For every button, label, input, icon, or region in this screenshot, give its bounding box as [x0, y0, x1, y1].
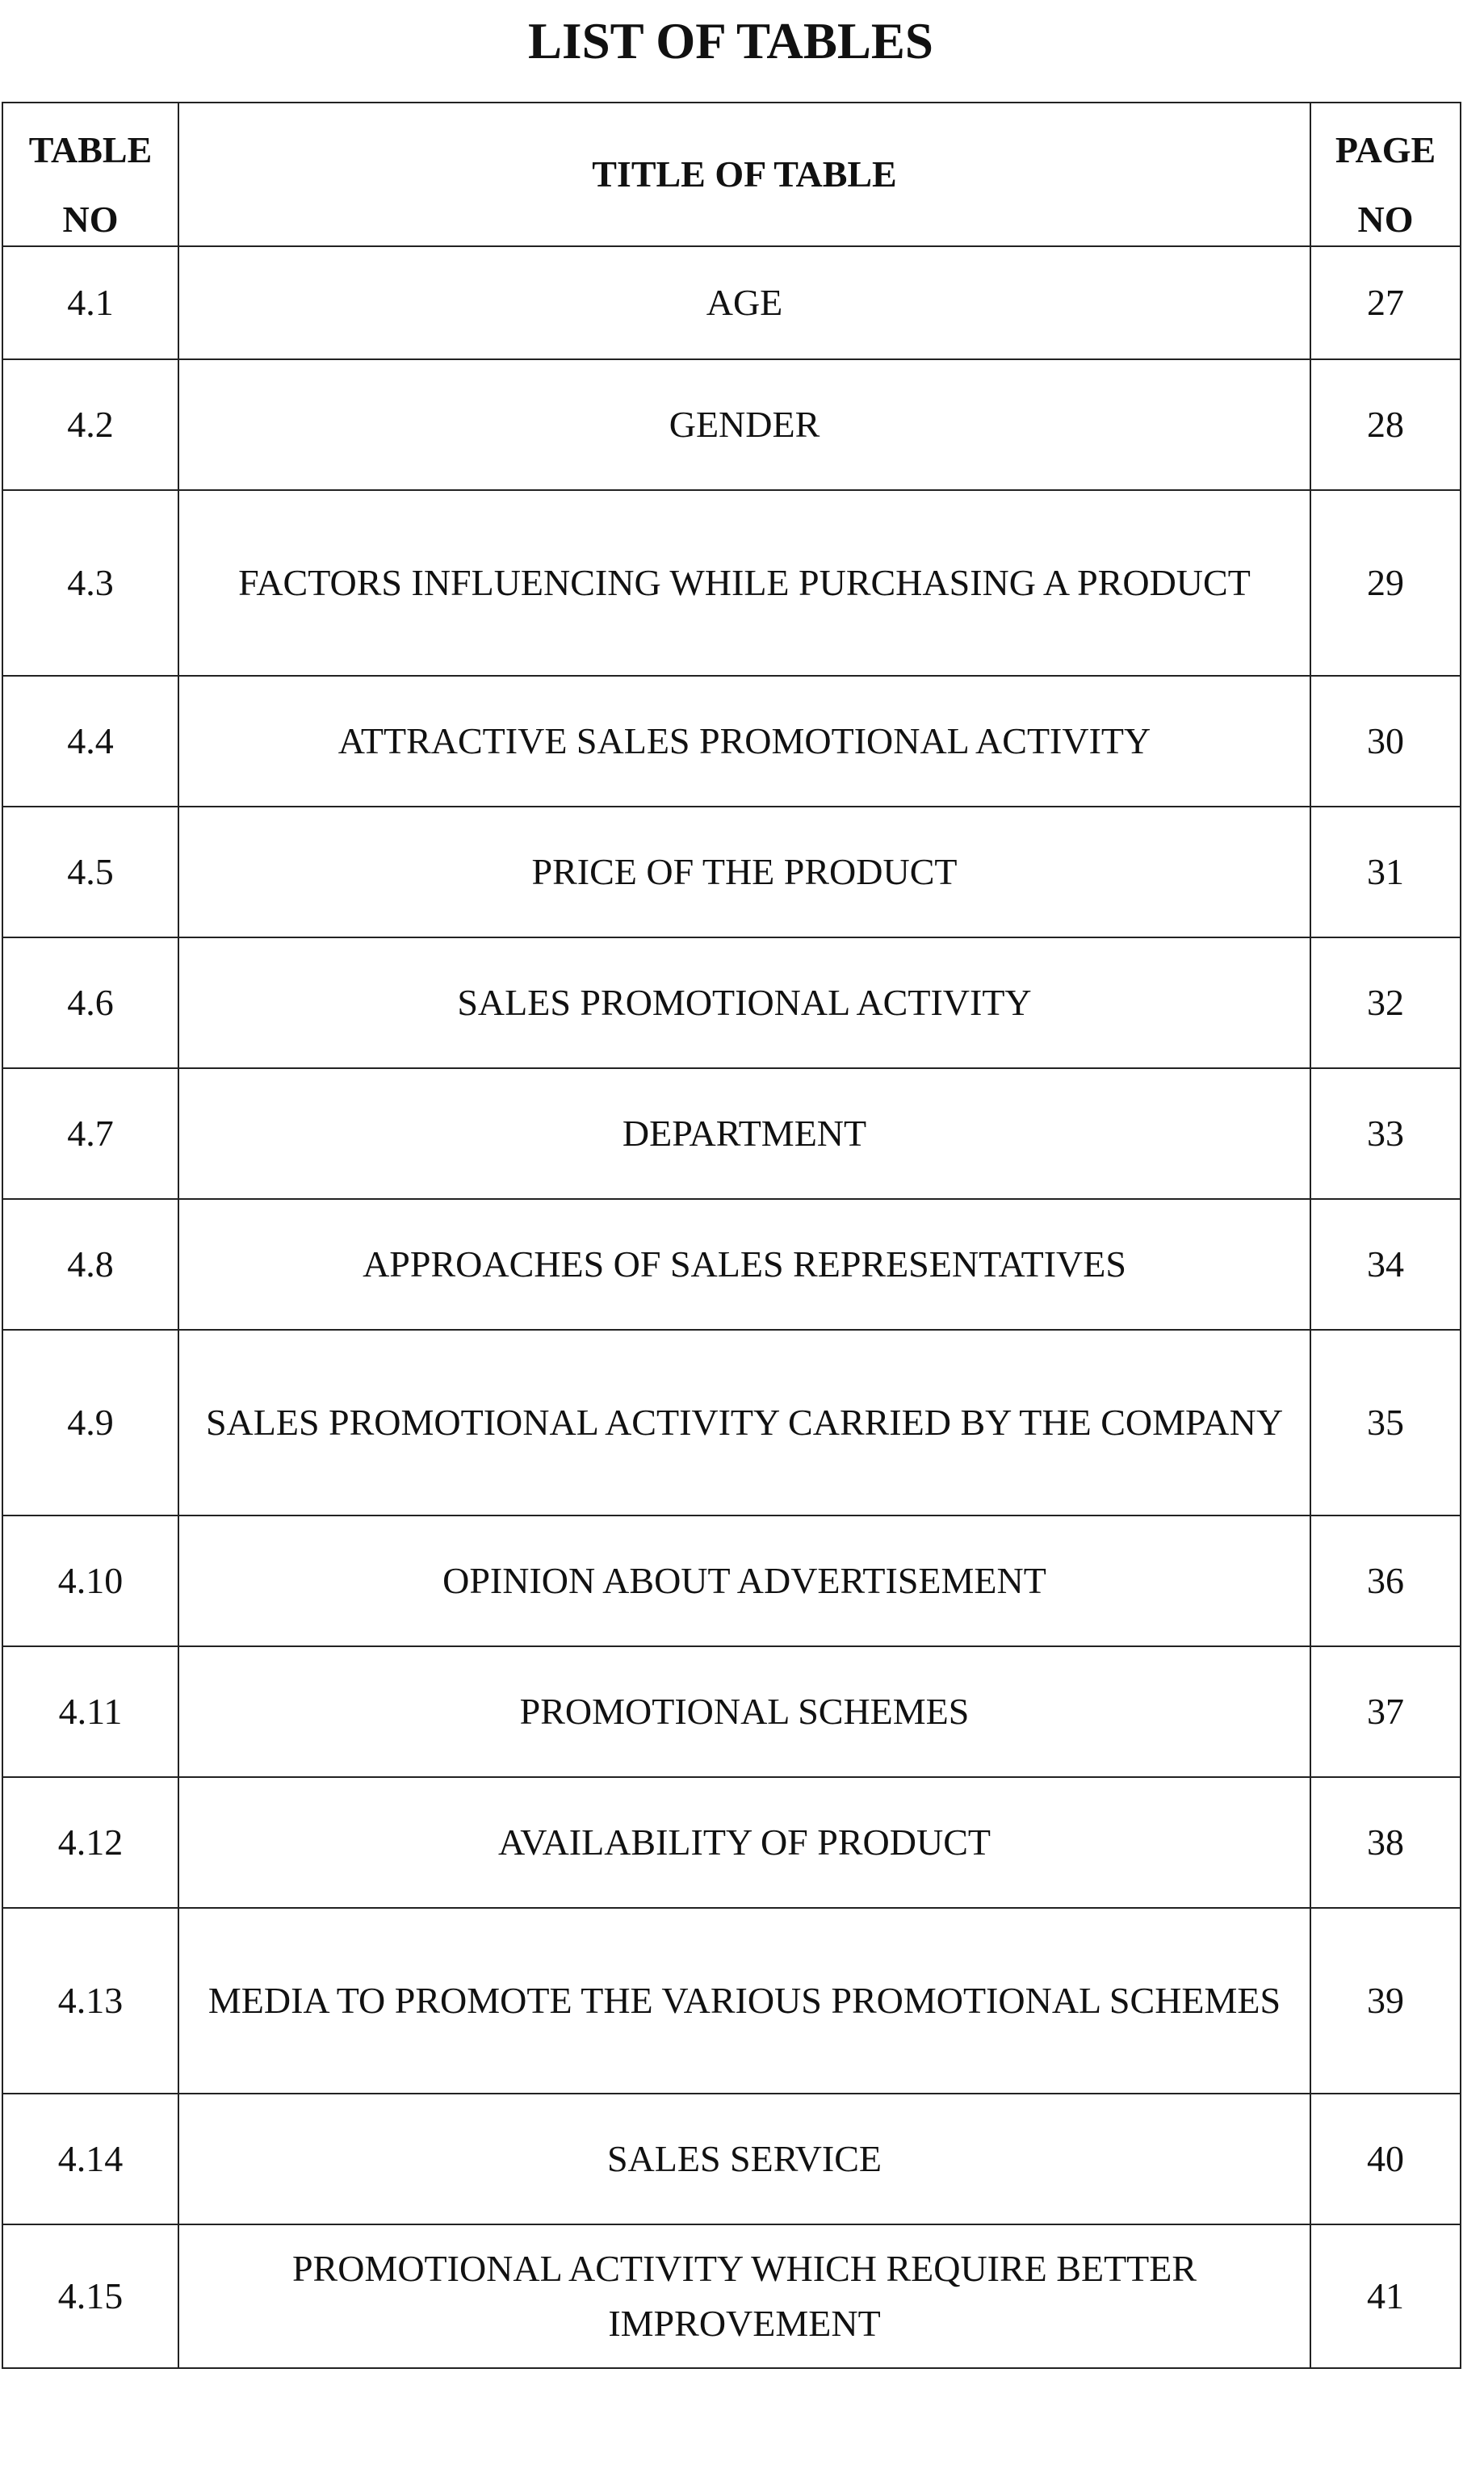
- table-row: [2, 490, 1461, 676]
- header-title: TITLE OF TABLE: [178, 103, 1310, 246]
- table-title-cell: DEPARTMENT: [178, 1068, 1310, 1199]
- page-title: LIST OF TABLES: [528, 13, 933, 69]
- page-number-cell: 28: [1310, 359, 1461, 490]
- table-title-cell: SALES PROMOTIONAL ACTIVITY: [178, 937, 1310, 1068]
- table-number-cell: 4.11: [2, 1646, 178, 1777]
- table-title-cell: PRICE OF THE PRODUCT: [178, 807, 1310, 937]
- table-number-cell: 4.5: [2, 807, 178, 937]
- table-row: [2, 1330, 1461, 1515]
- table-title-cell: FACTORS INFLUENCING WHILE PURCHASING A PRODUCT: [178, 490, 1310, 676]
- page-number-cell: 33: [1310, 1068, 1461, 1199]
- table-number-cell: 4.8: [2, 1199, 178, 1330]
- header-table-no-line1: TABLE: [28, 129, 153, 170]
- table-row: [2, 246, 1461, 359]
- page-number-cell: 27: [1310, 246, 1461, 359]
- header-table-no: [2, 103, 178, 246]
- table-row: [2, 1646, 1461, 1777]
- page-number-cell: 38: [1310, 1777, 1461, 1908]
- table-title-cell: PROMOTIONAL SCHEMES: [178, 1646, 1310, 1777]
- table-title-cell: AGE: [178, 246, 1310, 359]
- table-title-cell: PROMOTIONAL ACTIVITY WHICH REQUIRE BETTER IMPROVEMENT: [178, 2224, 1310, 2368]
- table-number-cell: 4.10: [2, 1515, 178, 1646]
- table-title-cell: OPINION ABOUT ADVERTISEMENT: [178, 1515, 1310, 1646]
- table-row: [2, 676, 1461, 807]
- page-number-cell: 35: [1310, 1330, 1461, 1515]
- table-row: [2, 2094, 1461, 2224]
- table-title-cell: AVAILABILITY OF PRODUCT: [178, 1777, 1310, 1908]
- table-row: [2, 1777, 1461, 1908]
- table-row: [2, 937, 1461, 1068]
- table-row: [2, 1068, 1461, 1199]
- table-number-cell: 4.12: [2, 1777, 178, 1908]
- page-number-cell: 40: [1310, 2094, 1461, 2224]
- page-number-cell: 39: [1310, 1908, 1461, 2094]
- table-number-cell: 4.13: [2, 1908, 178, 2094]
- table-number-cell: 4.1: [2, 246, 178, 359]
- table-row: [2, 359, 1461, 490]
- table-title-cell: GENDER: [178, 359, 1310, 490]
- header-page-no-line2: NO: [1357, 199, 1414, 240]
- table-number-cell: 4.2: [2, 359, 178, 490]
- page-number-cell: 34: [1310, 1199, 1461, 1330]
- header-page-no-line1: PAGE: [1335, 129, 1436, 170]
- table-number-cell: 4.15: [2, 2224, 178, 2368]
- page-number-cell: 36: [1310, 1515, 1461, 1646]
- page-number-cell: 29: [1310, 490, 1461, 676]
- table-number-cell: 4.14: [2, 2094, 178, 2224]
- table-header-row: [2, 103, 1461, 246]
- header-page-no: [1310, 103, 1461, 246]
- table-number-cell: 4.6: [2, 937, 178, 1068]
- table-number-cell: 4.7: [2, 1068, 178, 1199]
- table-title-cell: ATTRACTIVE SALES PROMOTIONAL ACTIVITY: [178, 676, 1310, 807]
- table-row: [2, 807, 1461, 937]
- table-row: [2, 2224, 1461, 2368]
- header-table-no-line2: NO: [62, 199, 119, 240]
- table-row: [2, 1515, 1461, 1646]
- table-title-cell: SALES PROMOTIONAL ACTIVITY CARRIED BY THE COMPANY: [178, 1330, 1310, 1515]
- list-of-tables: [2, 102, 1461, 2369]
- table-number-cell: 4.9: [2, 1330, 178, 1515]
- page-number-cell: 31: [1310, 807, 1461, 937]
- page-number-cell: 41: [1310, 2224, 1461, 2368]
- table-row: [2, 1199, 1461, 1330]
- page-number-cell: 32: [1310, 937, 1461, 1068]
- table-row: [2, 1908, 1461, 2094]
- table-number-cell: 4.3: [2, 490, 178, 676]
- table-title-cell: MEDIA TO PROMOTE THE VARIOUS PROMOTIONAL SCHEMES: [178, 1908, 1310, 2094]
- table-number-cell: 4.4: [2, 676, 178, 807]
- table-title-cell: SALES SERVICE: [178, 2094, 1310, 2224]
- table-title-cell: APPROACHES OF SALES REPRESENTATIVES: [178, 1199, 1310, 1330]
- page-number-cell: 37: [1310, 1646, 1461, 1777]
- page-number-cell: 30: [1310, 676, 1461, 807]
